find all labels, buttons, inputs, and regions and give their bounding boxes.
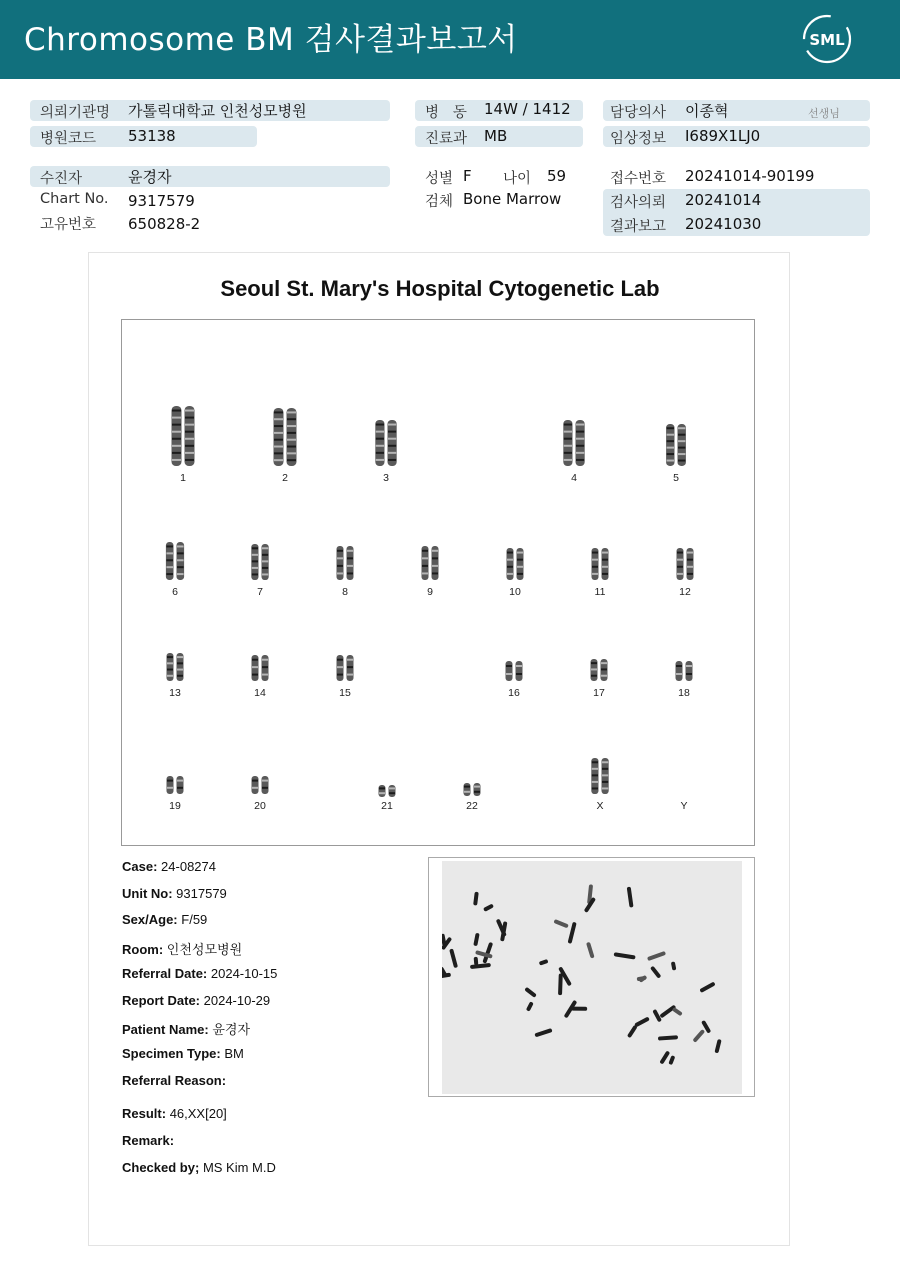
chromosome-label-21: 21	[381, 800, 393, 812]
specimen-value: Bone Marrow	[463, 190, 562, 208]
chromosome-pair-4	[559, 420, 589, 470]
referral-date-value: 2024-10-15	[210, 966, 278, 981]
metaphase-chromosome	[658, 1035, 678, 1040]
age-value: 59	[547, 167, 567, 185]
request-date-label: 검사의뢰	[610, 195, 667, 211]
metaphase-chromosome	[692, 1029, 705, 1043]
metaphase-chromosome	[539, 959, 549, 966]
metaphase-chromosome	[524, 987, 537, 998]
metaphase-chromosome	[614, 952, 636, 959]
metaphase-chromosome	[568, 922, 577, 944]
metaphase-chromosome	[473, 933, 479, 946]
chromosome-pair-15	[330, 655, 360, 685]
chromosome-label-3: 3	[383, 472, 389, 484]
chromosome-pair-21	[372, 782, 402, 801]
metaphase-chromosome	[647, 951, 666, 961]
receipt-label: 접수번호	[610, 171, 667, 187]
chromosome-pair-18	[669, 661, 699, 685]
sex-label: 성별	[425, 171, 454, 187]
chromosome-pair-14	[245, 655, 275, 685]
metaphase-chromosome	[671, 961, 677, 970]
chromosome-label-7: 7	[257, 586, 263, 598]
chromosome-pair-9	[415, 546, 445, 584]
department-value: MB	[484, 127, 508, 145]
doctor-suffix: 선생님	[808, 107, 840, 120]
chromosome-label-10: 10	[509, 586, 521, 598]
institution-label: 의뢰기관명	[40, 105, 111, 121]
sexage-value: F/59	[181, 912, 208, 927]
report-title: Chromosome BM 검사결과보고서	[24, 22, 518, 58]
sml-logo-icon	[800, 12, 854, 66]
chromosome-label-11: 11	[594, 586, 606, 598]
metaphase-chromosome	[449, 949, 458, 969]
specimen-label: 검체	[425, 194, 454, 210]
chromosome-label-1: 1	[180, 472, 186, 484]
chromosome-label-X: X	[596, 800, 604, 812]
metaphase-chromosome	[526, 1001, 534, 1011]
chromosome-pair-19	[160, 776, 190, 798]
chromosome-pair-17	[584, 659, 614, 685]
report-date-value: 20241030	[685, 215, 762, 233]
institution-value: 가톨릭대학교 인천성모병원	[128, 102, 307, 120]
metaphase-chromosome	[638, 975, 647, 983]
report-date-label: 결과보고	[610, 219, 667, 235]
unit-line: Unit No: 9317579	[122, 886, 227, 901]
metaphase-chromosome	[586, 942, 595, 959]
chromosome-pair-12	[670, 548, 700, 584]
chromosome-pair-11	[585, 548, 615, 584]
chromosome-label-20: 20	[254, 800, 266, 812]
chromosome-label-13: 13	[169, 687, 181, 699]
chromosome-label-6: 6	[172, 586, 178, 598]
chromosome-pair-6	[160, 542, 190, 584]
result-value: 46,XX[20]	[169, 1106, 227, 1121]
metaphase-chromosome	[672, 1007, 683, 1016]
chromosome-pair-2	[270, 408, 300, 470]
chromosome-label-18: 18	[678, 687, 690, 699]
referral-reason-line: Referral Reason:	[122, 1073, 227, 1088]
result-line: Result: 46,XX[20]	[122, 1106, 227, 1121]
metaphase-chromosome	[650, 966, 661, 979]
sex-value: F	[463, 167, 472, 185]
chromosome-label-9: 9	[427, 586, 433, 598]
chromosome-label-5: 5	[673, 472, 679, 484]
metaphase-chromosome	[553, 919, 568, 928]
age-label: 나이	[503, 171, 532, 187]
report-header	[0, 0, 900, 79]
metaphase-chromosome	[714, 1039, 721, 1053]
checked-value: MS Kim M.D	[202, 1160, 276, 1175]
chromosome-pair-22	[457, 781, 487, 800]
report-date-value2: 2024-10-29	[203, 993, 271, 1008]
chromosome-pair-5	[661, 424, 691, 470]
svg-text:SML: SML	[809, 31, 845, 49]
chromosome-label-17: 17	[593, 687, 605, 699]
receipt-value: 20241014-90199	[685, 167, 815, 185]
doctor-value: 이종혁	[685, 102, 729, 120]
chromosome-pair-16	[499, 661, 529, 685]
chart-value: 9317579	[128, 192, 195, 210]
chromosome-pair-3	[371, 420, 401, 470]
checked-line: Checked by; MS Kim M.D	[122, 1160, 276, 1175]
referral-date-line: Referral Date: 2024-10-15	[122, 966, 278, 981]
doctor-label: 담당의사	[610, 105, 667, 121]
department-label: 진료과	[425, 131, 468, 147]
unique-number-label: 고유번호	[40, 217, 97, 233]
patient-name-value: 윤경자	[212, 1022, 251, 1037]
chromosome-pair-20	[245, 776, 275, 798]
specimen-type-value: BM	[224, 1046, 244, 1061]
ward-label: 병 동	[425, 105, 467, 121]
specimen-type-line: Specimen Type: BM	[122, 1046, 244, 1061]
metaphase-chromosome	[483, 904, 494, 912]
unit-value: 9317579	[176, 886, 227, 901]
chromosome-label-4: 4	[571, 472, 577, 484]
metaphase-chromosome	[659, 1050, 670, 1064]
chromosome-label-2: 2	[282, 472, 288, 484]
hospital-code-label: 병원코드	[40, 131, 97, 147]
chromosome-label-12: 12	[679, 586, 691, 598]
hospital-code-value: 53138	[128, 127, 176, 145]
metaphase-chromosome	[473, 892, 479, 906]
room-line: Room: 인천성모병원	[122, 942, 243, 957]
patient-row-bg	[30, 166, 390, 187]
remark-line: Remark:	[122, 1133, 175, 1148]
metaphase-chromosome	[470, 963, 491, 969]
chromosome-pair-10	[500, 548, 530, 584]
chromosome-pair-13	[160, 653, 190, 685]
metaphase-chromosome	[634, 1016, 650, 1027]
chromosome-label-19: 19	[169, 800, 181, 812]
unique-number-value: 650828-2	[128, 215, 201, 233]
chromosome-label-14: 14	[254, 687, 266, 699]
report-date-line: Report Date: 2024-10-29	[122, 993, 271, 1008]
chromosome-pair-8	[330, 546, 360, 584]
request-date-value: 20241014	[685, 191, 762, 209]
sexage-line: Sex/Age: F/59	[122, 912, 208, 927]
metaphase-chromosome	[474, 957, 479, 966]
metaphase-chromosome	[627, 887, 634, 908]
patient-value: 윤경자	[128, 168, 172, 186]
chromosome-pair-1	[168, 406, 198, 470]
ward-value: 14W / 1412	[484, 100, 571, 118]
chromosome-pair-7	[245, 544, 275, 584]
chromosome-pair-X	[585, 758, 615, 798]
room-value: 인천성모병원	[166, 942, 243, 957]
chromosome-label-15: 15	[339, 687, 351, 699]
metaphase-chromosome	[699, 981, 715, 992]
patient-name-line: Patient Name: 윤경자	[122, 1022, 251, 1037]
metaphase-chromosome	[558, 973, 563, 995]
chromosome-label-Y: Y	[680, 800, 688, 812]
chromosome-label-22: 22	[466, 800, 478, 812]
chromosome-label-8: 8	[342, 586, 348, 598]
chart-label: Chart No.	[40, 191, 109, 207]
metaphase-chromosome	[668, 1055, 675, 1065]
chromosome-label-16: 16	[508, 687, 520, 699]
clinical-label: 임상정보	[610, 131, 667, 147]
metaphase-chromosome	[534, 1028, 552, 1037]
lab-title: Seoul St. Mary's Hospital Cytogenetic Lab	[220, 276, 660, 301]
patient-label: 수진자	[40, 171, 83, 187]
case-value: 24-08274	[161, 859, 216, 874]
metaphase-spread-graphic	[442, 861, 742, 1094]
metaphase-chromosome	[627, 1025, 638, 1039]
clinical-value: I689X1LJ0	[685, 127, 761, 145]
case-line: Case: 24-08274	[122, 859, 216, 874]
